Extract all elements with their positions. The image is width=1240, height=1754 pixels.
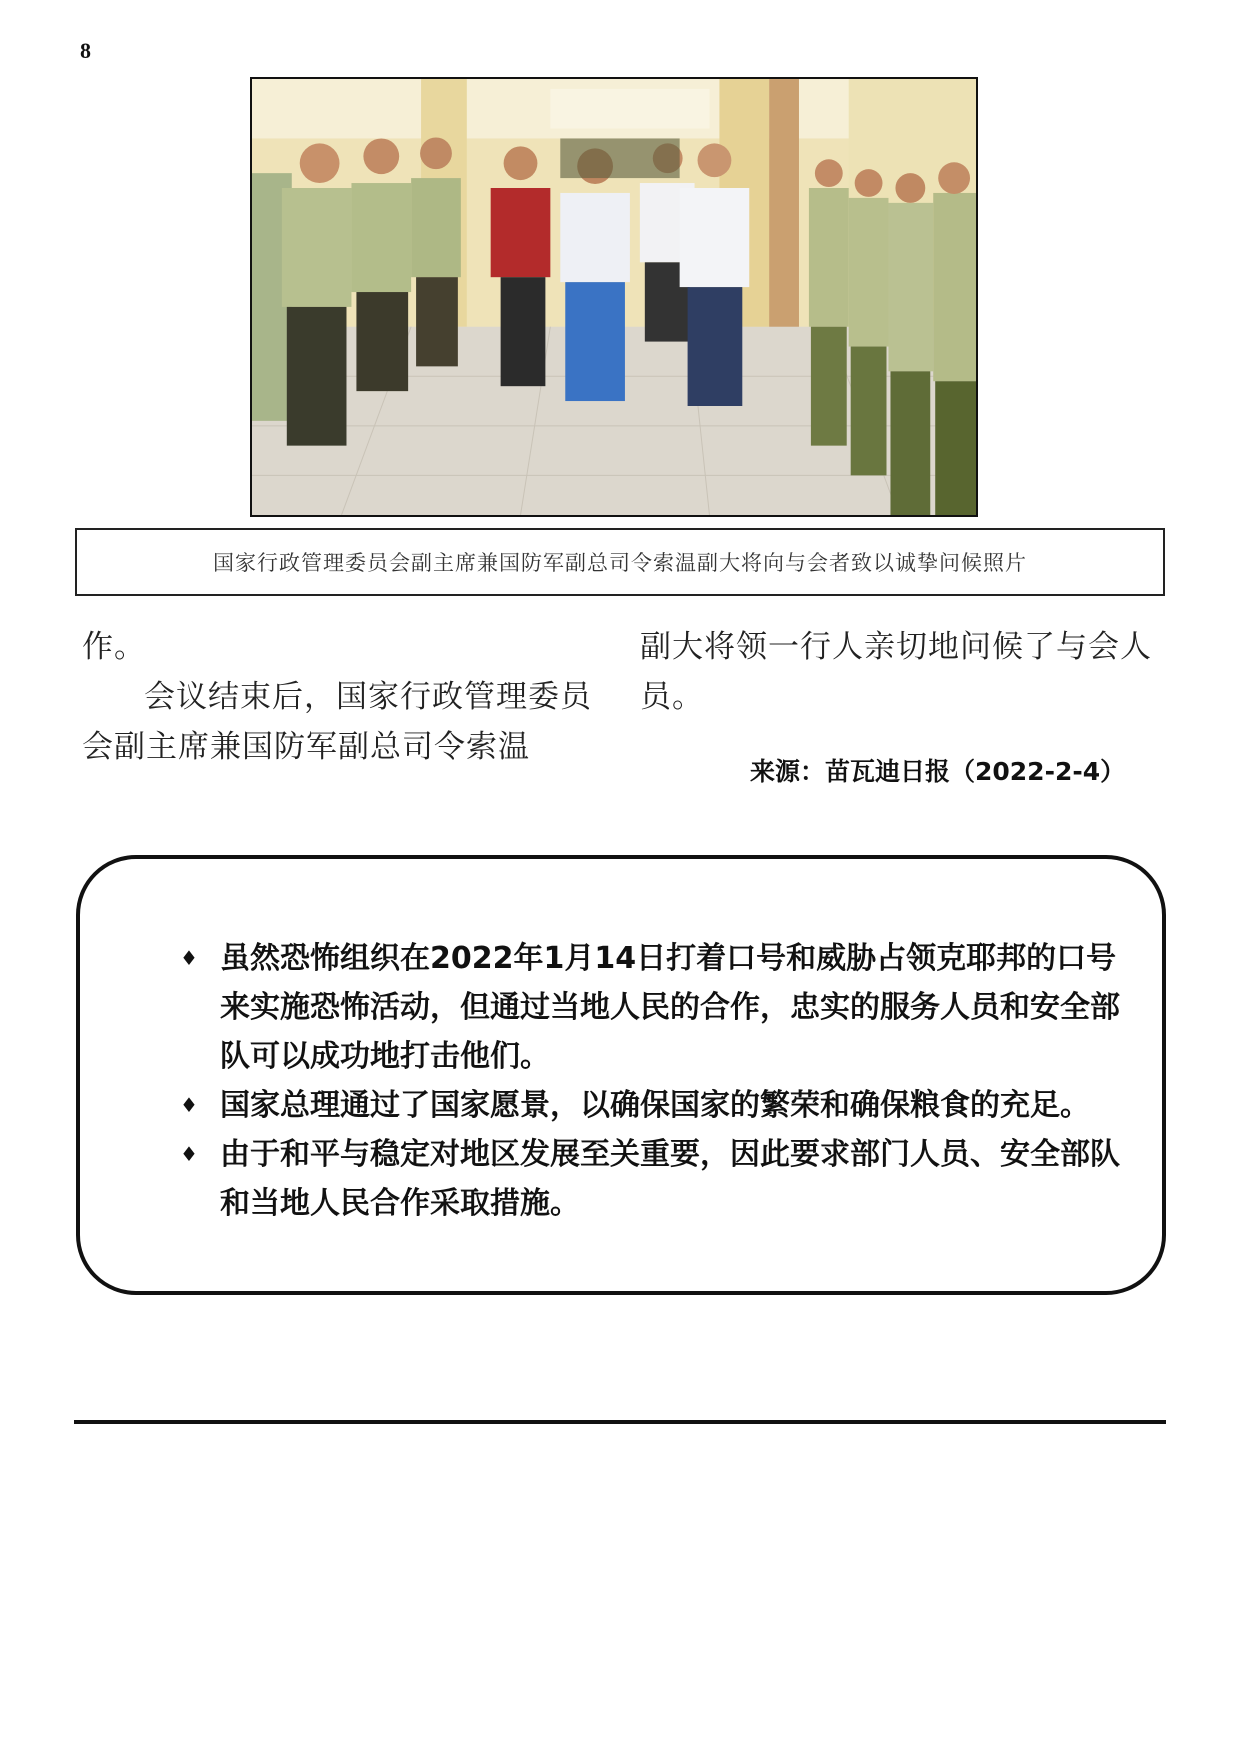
page-number: 8 [80, 38, 91, 63]
summary-list [104, 934, 1138, 1228]
photo-caption-text: 国家行政管理委员会副主席兼国防军副总司令索温副大将向与会者致以诚挚问候照片 [213, 551, 1027, 575]
meeting-photo-illustration [252, 79, 976, 515]
article-paragraph: 会议结束后，国家行政管理委员会副主席兼国防军副总司令索温 [82, 679, 592, 765]
summary-item-text: 由于和平与稳定对地区发展至关重要，因此要求部门人员、安全部队和当地人民合作采取措施。 [220, 1137, 1120, 1221]
summary-item [104, 1081, 1138, 1130]
summary-item-text: 虽然恐怖组织在2022年1月14日打着口号和威胁占领克耶邦的口号来实施恐怖活动，但通过当地人民的合作，忠实的服务人员和安全部队可以成功地打击他们。 [220, 941, 1120, 1074]
article-paragraph: 作。 [82, 629, 146, 665]
summary-box [76, 855, 1166, 1295]
diamond-bullet-icon [180, 1081, 198, 1130]
article-paragraph: 副大将领一行人亲切地问候了与会人员。 [640, 629, 1152, 715]
article-left-column [82, 622, 612, 772]
diamond-bullet-icon [180, 1130, 198, 1179]
summary-item [104, 1130, 1138, 1228]
photo-caption [75, 528, 1165, 596]
diamond-bullet-icon [180, 934, 198, 983]
article-right-column [640, 622, 1160, 722]
horizontal-rule [74, 1420, 1166, 1424]
summary-item [104, 934, 1138, 1081]
news-photo [250, 77, 978, 517]
summary-item-text: 国家总理通过了国家愿景，以确保国家的繁荣和确保粮食的充足。 [220, 1088, 1090, 1123]
article-source: 来源：苗瓦迪日报（2022-2-4） [750, 757, 1126, 786]
